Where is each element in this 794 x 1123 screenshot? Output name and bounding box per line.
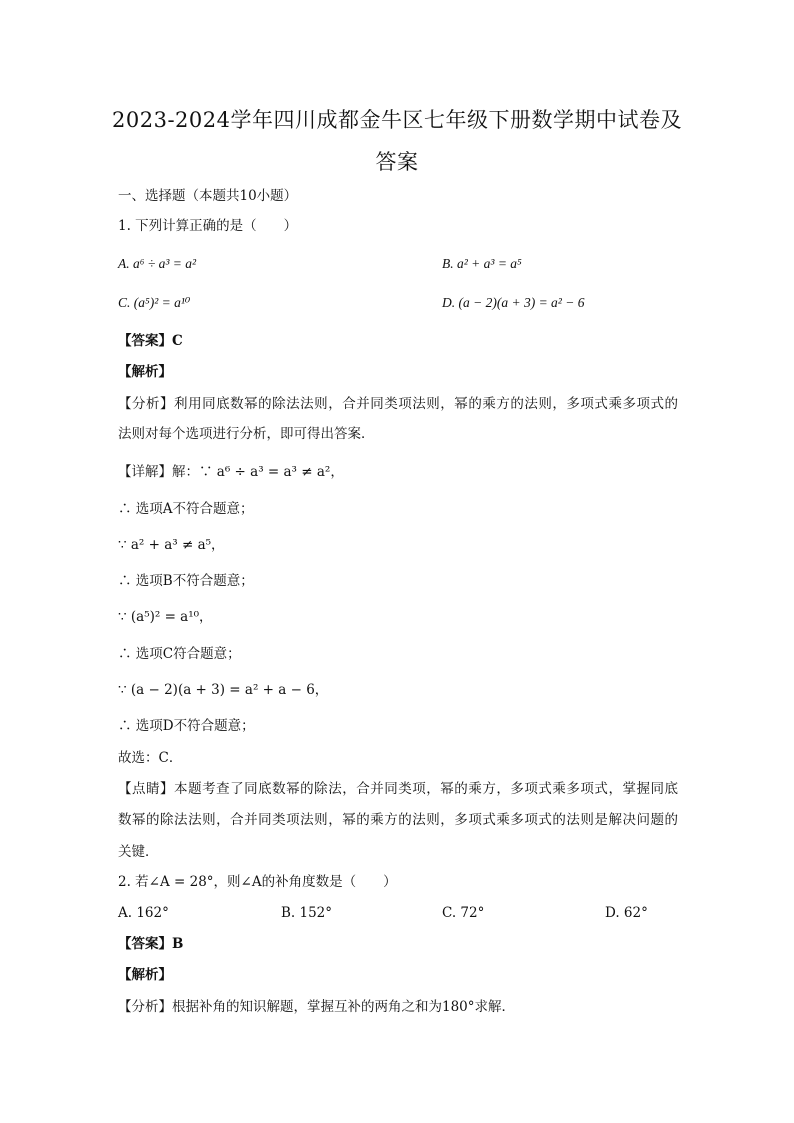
- q1-choose: 故选：C．: [118, 750, 183, 766]
- q1-dianjing-line3: 关键．: [118, 844, 159, 860]
- q1-option-a: A. a⁶ ÷ a³ = a²: [118, 256, 197, 271]
- q1-stem: 1. 下列计算正确的是（ ）: [118, 218, 298, 234]
- q1-conclusion-d: ∴ 选项D不符合题意；: [118, 718, 255, 734]
- q1-detail-line4: ∵ (a − 2)(a + 3) = a² + a − 6，: [118, 682, 329, 698]
- q2-stem: 2. 若∠A = 28°，则∠A的补角度数是（ ）: [118, 874, 397, 890]
- q1-option-d: D. (a − 2)(a + 3) = a² − 6: [442, 295, 585, 310]
- document-title-line2: 答案: [375, 150, 419, 174]
- q1-conclusion-a: ∴ 选项A不符合题意；: [118, 501, 254, 517]
- q2-analysis-label: 【解析】: [118, 967, 172, 983]
- q2-option-d: D. 62°: [605, 905, 648, 921]
- q1-conclusion-b: ∴ 选项B不符合题意；: [118, 573, 254, 589]
- q2-fenxi: 【分析】根据补角的知识解题，掌握互补的两角之和为180°求解．: [118, 999, 516, 1015]
- q2-option-c: C. 72°: [442, 905, 485, 921]
- q1-dianjing-line1: 【点睛】本题考查了同底数幂的除法，合并同类项，幂的乘方，多项式乘多项式，掌握同底: [118, 781, 678, 797]
- q1-fenxi-line1: 【分析】利用同底数幂的除法法则，合并同类项法则，幂的乘方的法则，多项式乘多项式的: [118, 396, 678, 412]
- q1-option-c: C. (a⁵)² = a¹⁰: [118, 295, 191, 310]
- q1-analysis-label: 【解析】: [118, 364, 172, 380]
- q2-answer: 【答案】B: [118, 936, 184, 952]
- q1-detail-line2: ∵ a² + a³ ≠ a⁵，: [118, 537, 225, 553]
- q1-detail-line3: ∵ (a⁵)² = a¹⁰，: [118, 609, 213, 625]
- q1-detail-line1: 【详解】解：∵ a⁶ ÷ a³ = a³ ≠ a²，: [118, 464, 344, 480]
- q1-fenxi-line2: 法则对每个选项进行分析，即可得出答案．: [118, 426, 375, 442]
- document-title-line1: 2023-2024学年四川成都金牛区七年级下册数学期中试卷及: [112, 108, 682, 132]
- q2-option-b: B. 152°: [281, 905, 333, 921]
- q1-option-b: B. a² + a³ = a⁵: [442, 256, 522, 271]
- q1-answer: 【答案】C: [118, 333, 183, 349]
- q1-dianjing-line2: 数幂的除法法则，合并同类项法则，幂的乘方的法则，多项式乘多项式的法则是解决问题的: [118, 812, 678, 828]
- q1-conclusion-c: ∴ 选项C符合题意；: [118, 646, 241, 662]
- q2-option-a: A. 162°: [118, 905, 169, 921]
- section-heading: 一、选择题（本题共10小题）: [118, 188, 298, 204]
